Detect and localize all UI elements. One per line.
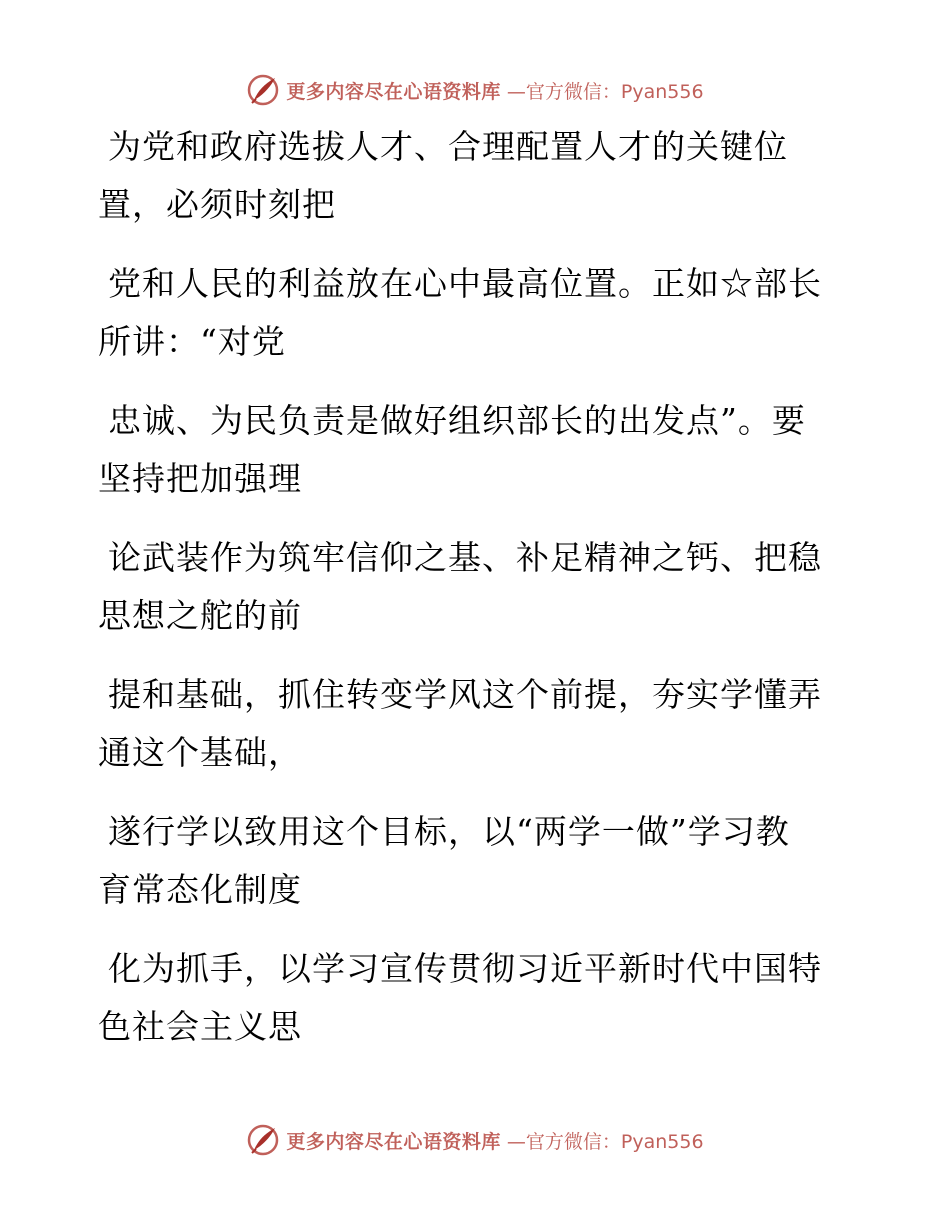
paragraph-line: 思想之舵的前: [98, 596, 302, 635]
paragraph: [98, 118, 838, 234]
paragraph-line: 育常态化制度: [98, 870, 302, 909]
footer-banner: [0, 1120, 950, 1160]
paragraph: [98, 392, 838, 508]
header-wechat-text: —官方微信：Pyan556: [506, 80, 704, 103]
paragraph-line: 通这个基础，: [98, 733, 302, 772]
paragraph-line: 化为抓手，以学习宣传贯彻习近平新时代中国特: [108, 949, 822, 988]
paragraph-line: 提和基础，抓住转变学风这个前提，夯实学懂弄: [108, 675, 822, 714]
paragraph: [98, 803, 838, 919]
paragraph-line: 论武装作为筑牢信仰之基、补足精神之钙、把稳: [108, 538, 822, 577]
footer-wechat-text: —官方微信：Pyan556: [506, 1130, 704, 1153]
paragraph-line: 忠诚、为民负责是做好组织部长的出发点”。要: [108, 401, 806, 440]
paragraph-line: 为党和政府选拔人才、合理配置人才的关键位: [108, 127, 788, 166]
document-body: [98, 118, 838, 1077]
footer-brand-text: 更多内容尽在心语资料库: [286, 1130, 501, 1153]
paragraph: [98, 255, 838, 371]
paragraph-line: 色社会主义思: [98, 1007, 302, 1046]
paragraph-line: 遂行学以致用这个目标，以“两学一做”学习教: [108, 812, 790, 851]
paragraph-line: 党和人民的利益放在心中最高位置。正如☆部长: [108, 264, 822, 303]
header-brand-text: 更多内容尽在心语资料库: [286, 80, 501, 103]
header-banner: [0, 70, 950, 110]
feather-pen-circle-icon: [246, 1123, 280, 1157]
paragraph: [98, 666, 838, 782]
paragraph-line: 所讲：“对党: [98, 322, 286, 361]
paragraph: [98, 940, 838, 1056]
paragraph-line: 置，必须时刻把: [98, 185, 336, 224]
paragraph-line: 坚持把加强理: [98, 459, 302, 498]
paragraph: [98, 529, 838, 645]
feather-pen-circle-icon: [246, 73, 280, 107]
